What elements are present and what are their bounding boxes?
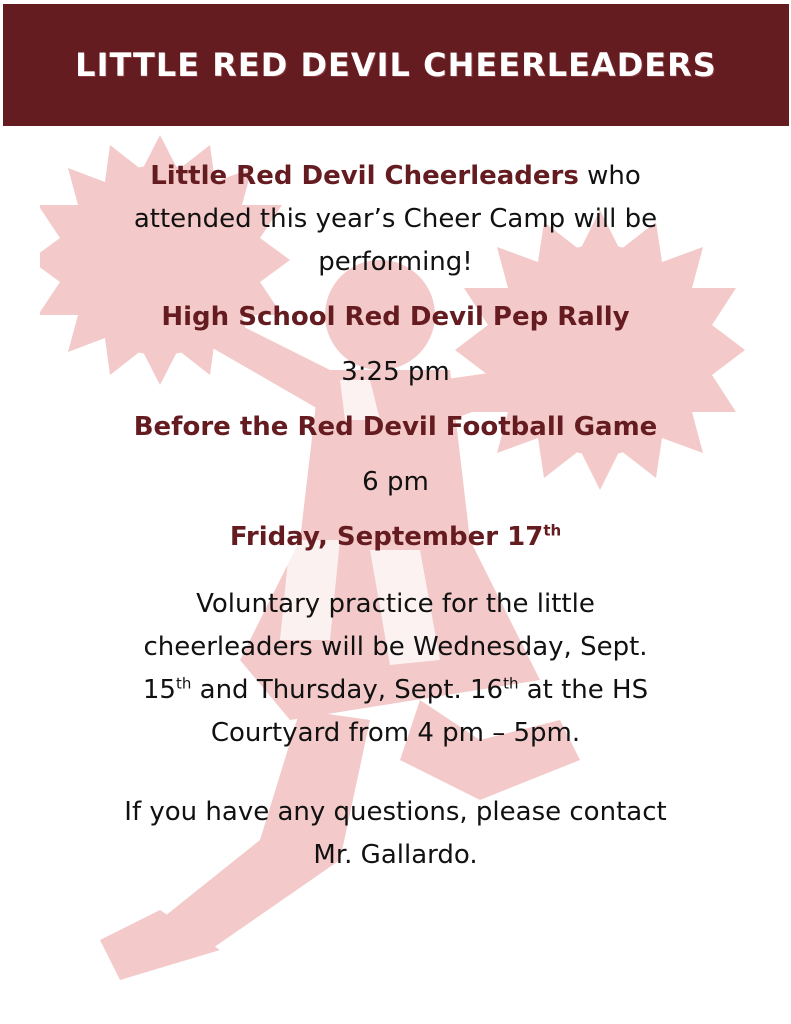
page-title: LITTLE RED DEVIL CHEERLEADERS <box>75 46 717 84</box>
event1-name: High School Red Devil Pep Rally <box>161 302 630 332</box>
header-banner <box>3 4 789 126</box>
contact-line-2: Mr. Gallardo. <box>313 840 478 870</box>
contact-line-1: If you have any questions, please contact <box>124 797 667 827</box>
intro-line-2: attended this year’s Cheer Camp will be <box>133 204 658 234</box>
intro-line-3: performing! <box>318 247 473 277</box>
practice-line-4: Courtyard from 4 pm – 5pm. <box>210 718 581 748</box>
event1-time: 3:25 pm <box>341 357 450 387</box>
flyer-body <box>0 155 791 877</box>
practice-line-1: Voluntary practice for the little <box>196 589 595 619</box>
event2-name: Before the Red Devil Football Game <box>133 412 658 442</box>
intro-line-1: Little Red Devil Cheerleaders who <box>150 161 641 191</box>
event2-time: 6 pm <box>362 467 429 497</box>
practice-line-2: cheerleaders will be Wednesday, Sept. <box>143 632 648 662</box>
practice-line-3: 15th and Thursday, Sept. 16th at the HS <box>142 674 649 705</box>
team-name: Little Red Devil Cheerleaders <box>150 161 579 191</box>
event-date: Friday, September 17th <box>229 521 562 552</box>
